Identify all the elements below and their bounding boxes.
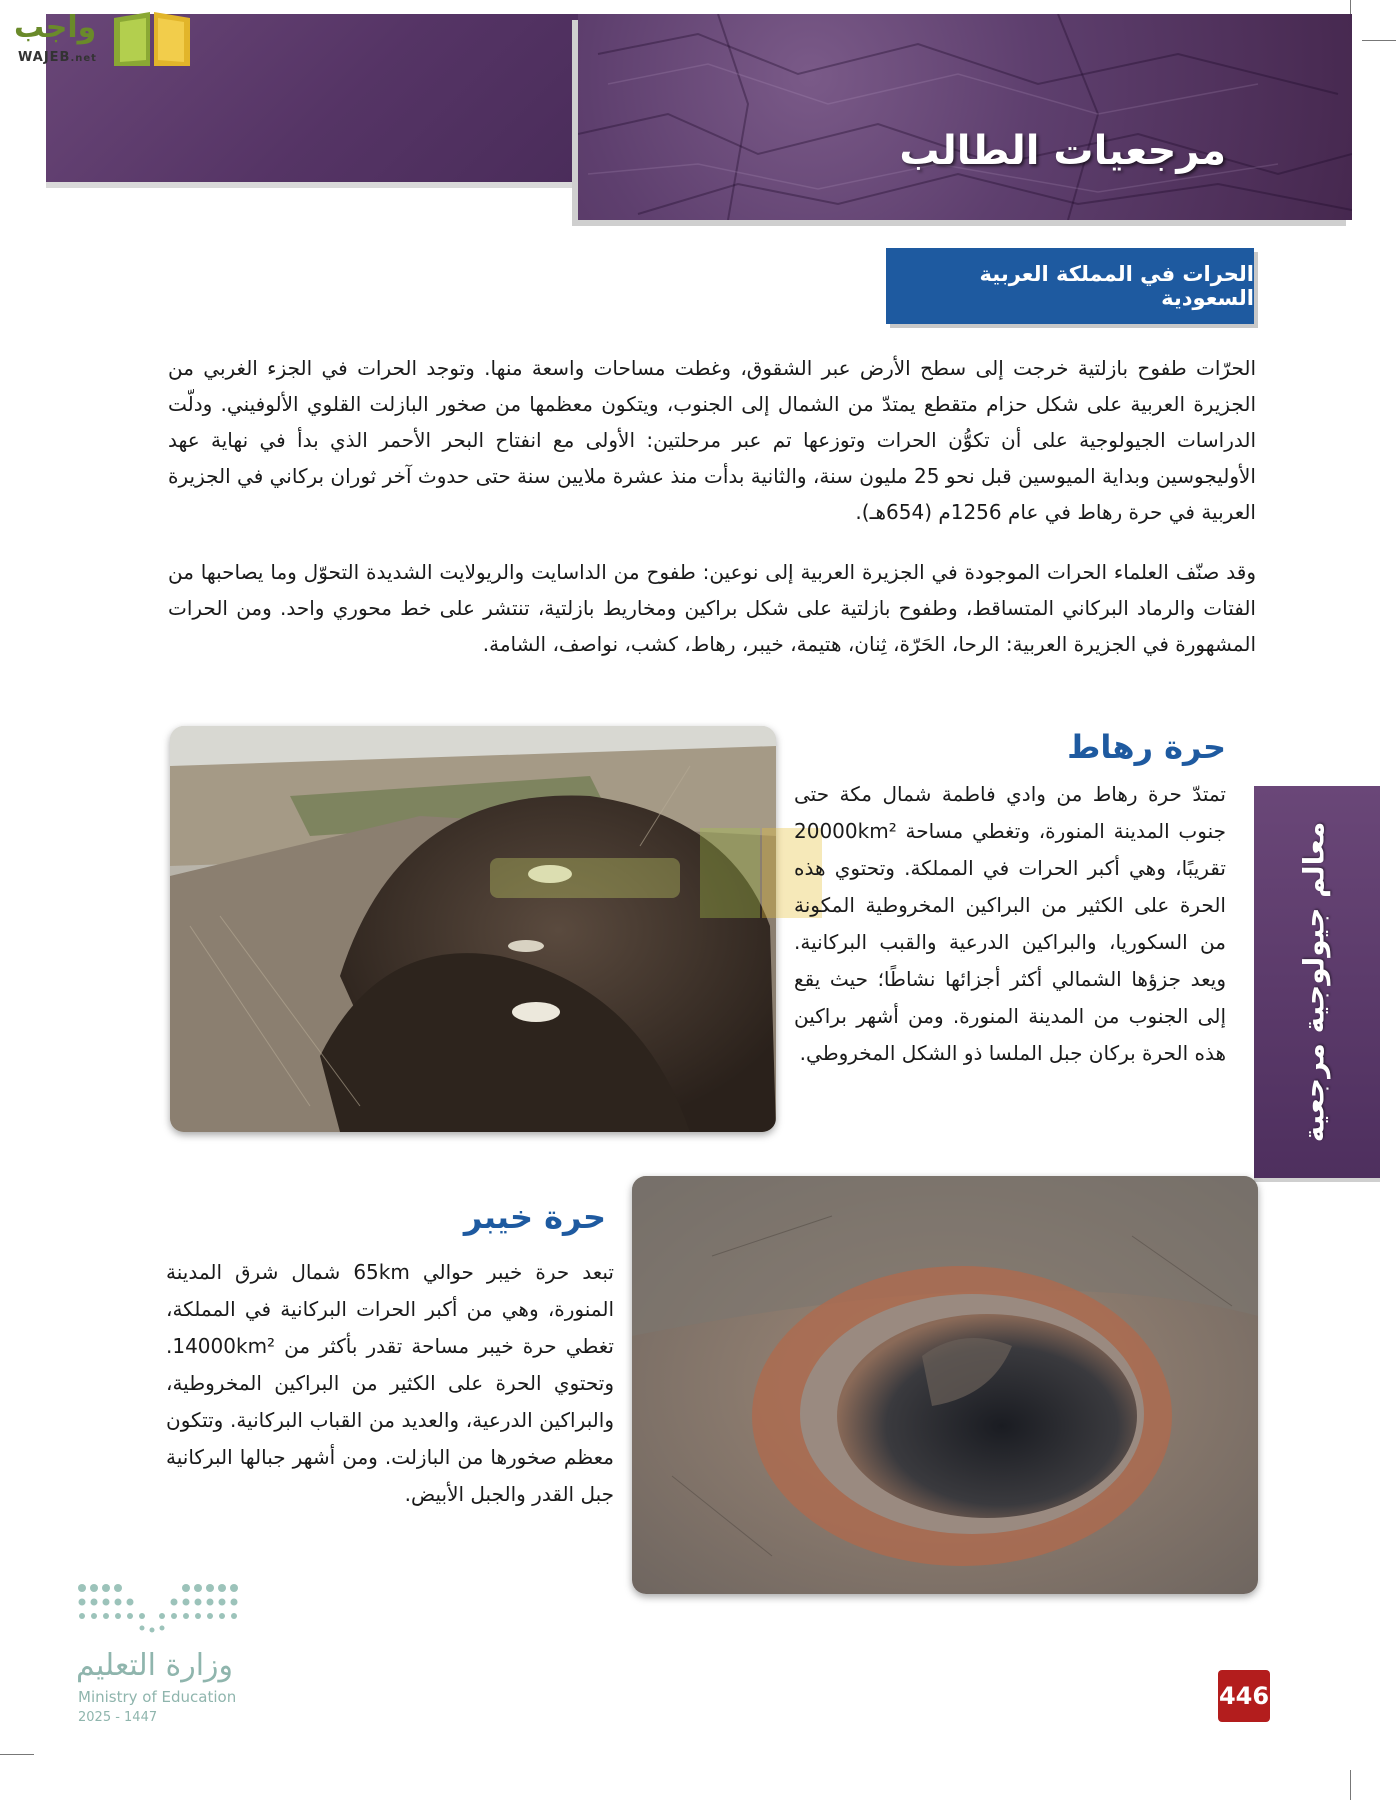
crop-mark [1350,1770,1351,1800]
wajeb-logo[interactable] [6,6,192,70]
page-title: مرجعيات الطالب [899,128,1226,174]
side-tab [1254,786,1380,1178]
rahat-heading: حرة رهاط [1067,728,1226,766]
ministry-year: 2025 - 1447 [78,1710,158,1725]
header-band-shadow [46,182,586,188]
header-band-right [578,14,1352,220]
logo-latin: WAJEB.net [18,50,97,65]
intro-paragraph-1: الحرّات طفوح بازلتية خرجت إلى سطح الأرض عبر الشقوق، وغطت مساحات واسعة منها. وتوجد الحرات في الجزء الغربي من الجزيرة العربية على شكل حزام متقطع يمتدّ من الشمال إلى الجنوب، ويتكون معظمها من صخور البازلت القلوي الألوفيني. ودلّت الدراسات الجيولوجية على أن تكوُّن الحرات وتوزعها تم عبر مرحلتين: الأولى مع انفتاح البحر الأحمر الذي بدأ في نهاية عهد الأوليجوسين وبداية الميوسين قبل نحو 25 مليون سنة، والثانية بدأت منذ عشرة ملايين سنة حتى حدوث آخر ثوران بركاني في الجزيرة العربية في حرة رهاط في عام 1256م (654هـ). [168,356,1256,524]
rahat-text: تمتدّ حرة رهاط من وادي فاطمة شمال مكة حتى جنوب المدينة المنورة، وتغطي مساحة 20000km² تقريبًا، وهي أكبر الحرات في المملكة. وتحتوي هذه الحرة على الكثير من البراكين المخروطية المكونة من السكوريا، والبراكين الدرعية والقبب البركانية. ويعد جزؤها الشمالي أكثر أجزائها نشاطًا؛ حيث يقع إلى الجنوب من المدينة المنورة. ومن أشهر براكين هذه الحرة بركان جبل الملسا ذو الشكل المخروطي. [794,782,1226,1065]
volcano-cones-image [170,726,776,1132]
harrat-rahat-photo [170,726,776,1132]
khaybar-text: تبعد حرة خيبر حوالي 65km شمال شرق المدينة المنورة، وهي من أكبر الحرات البركانية في المملكة، تغطي حرة خيبر مساحة تقدر بأكثر من 14000km². وتحتوي الحرة على الكثير من البراكين المخروطية، والبراكين الدرعية، والعديد من القباب البركانية. وتتكون معظم صخورها من البازلت. ومن أشهر جبالها البركانية جبل القدر والجبل الأبيض. [166,1260,614,1506]
rock-texture [578,14,1352,220]
page-number: 446 [1218,1670,1270,1722]
side-tab-label: معالم جيولوجية مرجعية [1297,821,1331,1143]
khaybar-heading: حرة خيبر [463,1198,606,1236]
ministry-name-english: Ministry of Education [78,1688,237,1706]
crop-mark [0,1754,34,1755]
crater-image [632,1176,1258,1594]
logo-arabic: واجب [14,10,97,45]
ministry-logo-icon [76,1580,248,1636]
crop-mark [1362,40,1396,41]
intro-paragraph-2: وقد صنّف العلماء الحرات الموجودة في الجزيرة العربية إلى نوعين: طفوح من الداسايت والريولايت الشديدة التحوّل وما يصاحبها من الفتات والرماد البركاني المتساقط، وطفوح بازلتية على شكل براكين ومخاريط بازلتية، تنتشر على خط محوري واحد. ومن الحرات المشهورة في الجزيرة العربية: الرحا، الحَرّة، ثِنان، هتيمة، خيبر، رهاط، كشب، نواصف، الشامة. [168,560,1256,656]
ministry-name-arabic: وزارة التعليم [76,1648,234,1683]
section-heading: الحرات في المملكة العربية السعودية [886,248,1254,324]
book-icon [110,8,194,70]
harrat-khaybar-photo [632,1176,1258,1594]
